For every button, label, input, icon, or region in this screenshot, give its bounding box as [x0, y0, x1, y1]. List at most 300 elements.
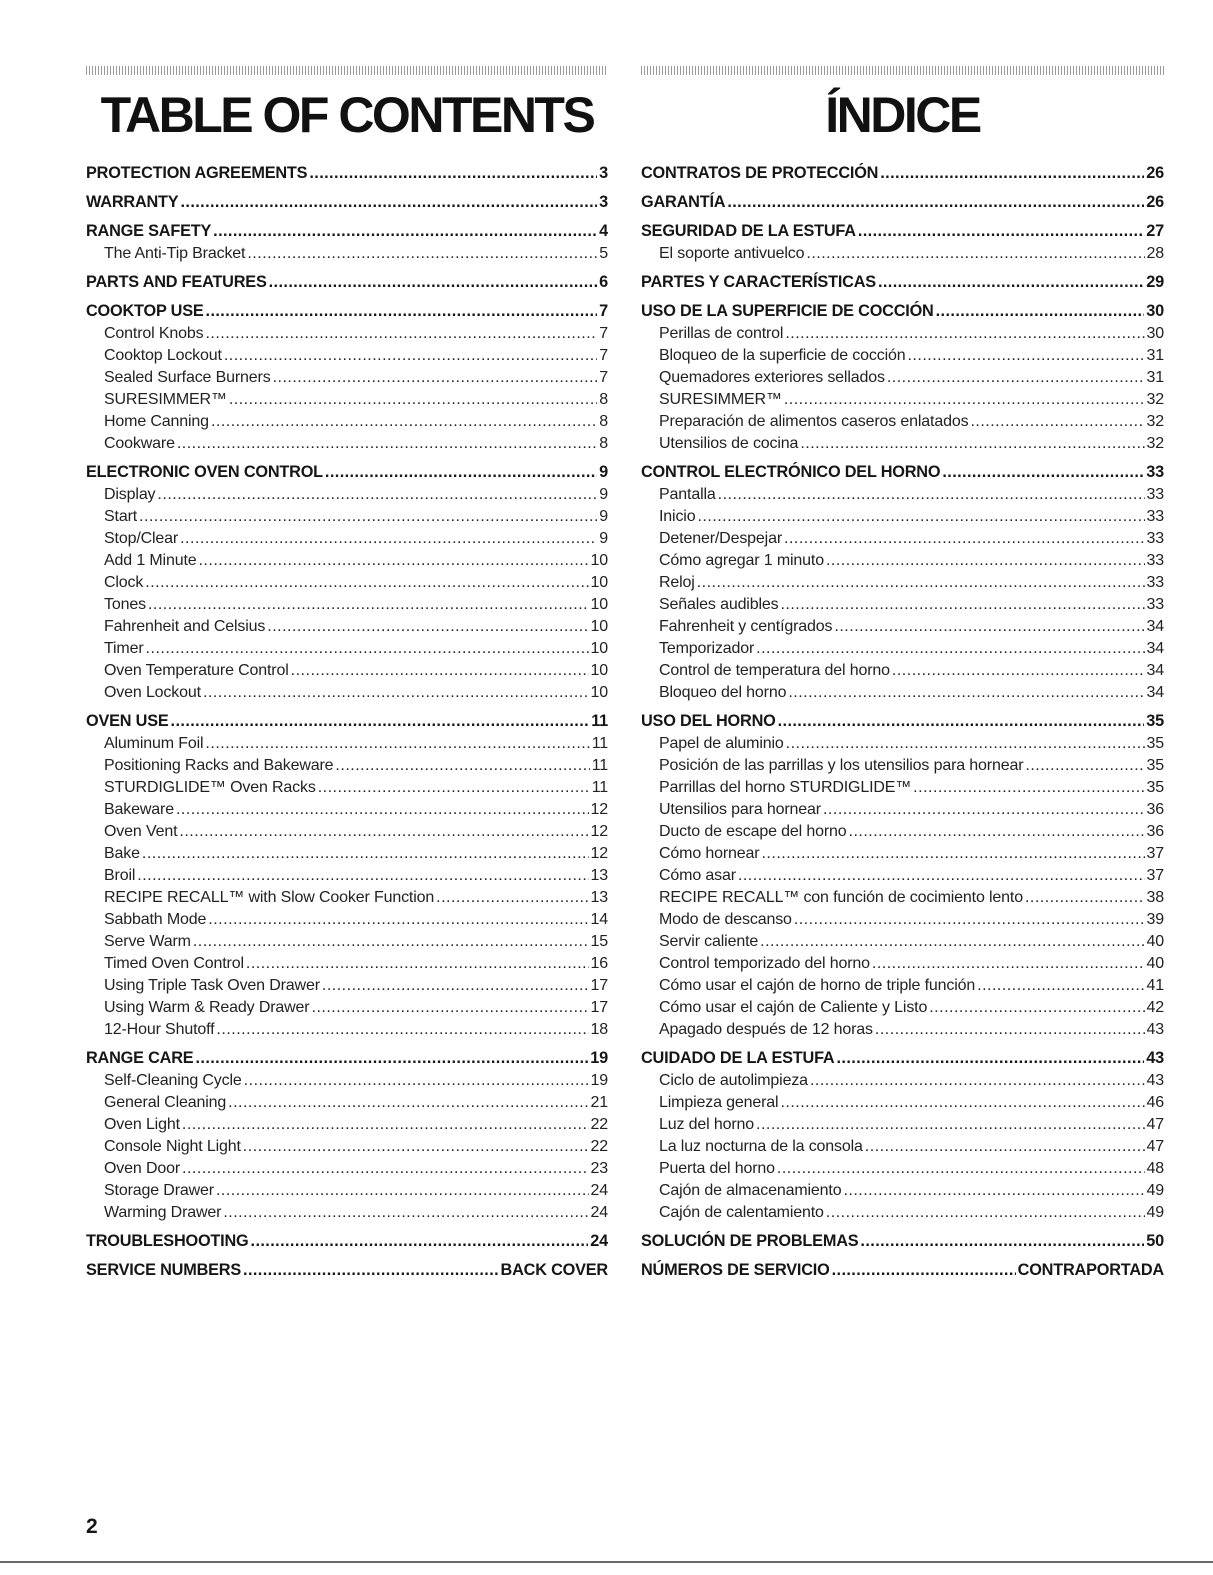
toc-subsection-entry [641, 660, 1164, 682]
dot-leader [834, 616, 1144, 638]
toc-subsection-entry [641, 821, 1164, 843]
toc-entry-label: The Anti-Tip Bracket [104, 245, 246, 262]
toc-entry-label: Console Night Light [104, 1138, 241, 1155]
dot-leader [727, 190, 1144, 214]
toc-subsection-entry [641, 1092, 1164, 1114]
toc-entry-label: Tones [104, 596, 146, 613]
header-rule [86, 66, 608, 75]
toc-entry-label: Posición de las parrillas y los utensilios para hornear [659, 757, 1024, 774]
toc-entry-page: 49 [1146, 1182, 1164, 1199]
dot-leader [880, 161, 1144, 185]
toc-entry-page: 7 [599, 325, 608, 342]
toc-entry-label: Servir caliente [659, 933, 759, 950]
dot-leader [936, 299, 1145, 323]
toc-entry-page: 9 [599, 486, 608, 503]
toc-entry-page: 24 [590, 1182, 608, 1199]
dot-leader [223, 1202, 588, 1224]
toc-entry-page: 14 [590, 911, 608, 928]
toc-subsection-entry [86, 506, 608, 528]
toc-subsection-entry [641, 733, 1164, 755]
dot-leader [211, 411, 597, 433]
toc-entry-label: Oven Door [104, 1160, 181, 1177]
dot-leader [913, 777, 1144, 799]
toc-entry-label: Utensilios para hornear [659, 801, 821, 818]
toc-entry-page: 31 [1146, 369, 1164, 386]
dot-leader [157, 484, 597, 506]
page-number: 2 [86, 1515, 98, 1538]
dot-leader [137, 865, 588, 887]
dot-leader [826, 550, 1145, 572]
toc-english-column [86, 66, 608, 1282]
toc-subsection-entry [86, 997, 608, 1019]
toc-entry-label: USO DE LA SUPERFICIE DE COCCIÓN [641, 302, 934, 320]
toc-subsection-entry [641, 550, 1164, 572]
toc-subsection-entry [641, 799, 1164, 821]
toc-subsection-entry [641, 843, 1164, 865]
toc-subsection-entry [86, 843, 608, 865]
toc-subsection-entry [86, 682, 608, 704]
toc-entry-page: 33 [1146, 530, 1164, 547]
dot-leader [810, 1070, 1145, 1092]
toc-entry-label: Using Warm & Ready Drawer [104, 999, 310, 1016]
toc-entry-label: Fahrenheit y centígrados [659, 618, 833, 635]
toc-entry-label: Señales audibles [659, 596, 779, 613]
toc-entry-page: 13 [590, 867, 608, 884]
toc-entry-page: 10 [590, 684, 608, 701]
toc-subsection-entry [641, 1158, 1164, 1180]
toc-entry-label: Broil [104, 867, 136, 884]
toc-entry-page: 4 [599, 222, 608, 240]
toc-entry-page: 12 [590, 801, 608, 818]
dot-leader [892, 660, 1145, 682]
toc-entry-page: 35 [1146, 735, 1164, 752]
toc-subsection-entry [641, 389, 1164, 411]
dot-leader [800, 433, 1144, 455]
toc-entry-page: 8 [599, 391, 608, 408]
toc-section-entry [641, 1046, 1164, 1070]
dot-leader [697, 572, 1145, 594]
toc-subsection-entry [86, 865, 608, 887]
toc-section-entry [86, 1229, 608, 1253]
toc-entry-page: 46 [1146, 1094, 1164, 1111]
dot-leader [148, 594, 589, 616]
dot-leader [738, 865, 1145, 887]
toc-entry-page: BACK COVER [500, 1261, 608, 1279]
dot-leader [176, 799, 589, 821]
toc-entry-label: Start [104, 508, 138, 525]
dot-leader [788, 682, 1144, 704]
dot-leader [878, 270, 1144, 294]
dot-leader [823, 799, 1145, 821]
toc-subsection-entry [641, 1070, 1164, 1092]
toc-entry-label: Oven Temperature Control [104, 662, 289, 679]
toc-entry-label: 12-Hour Shutoff [104, 1021, 215, 1038]
dot-leader [977, 975, 1144, 997]
toc-subsection-entry [641, 433, 1164, 455]
dot-leader [267, 616, 588, 638]
dot-leader [247, 243, 597, 265]
toc-subsection-entry [86, 550, 608, 572]
toc-subsection-entry [641, 243, 1164, 265]
dot-leader [322, 975, 589, 997]
toc-subsection-entry [86, 909, 608, 931]
dot-leader [826, 1202, 1145, 1224]
toc-entry-page: 11 [591, 735, 608, 752]
toc-entry-page: 39 [1146, 911, 1164, 928]
toc-entry-label: Oven Light [104, 1116, 180, 1133]
dot-leader [205, 323, 597, 345]
toc-section-entry [641, 190, 1164, 214]
dot-leader [335, 755, 589, 777]
toc-subsection-entry [86, 799, 608, 821]
toc-entry-page: 31 [1146, 347, 1164, 364]
dot-leader [843, 1180, 1144, 1202]
toc-subsection-entry [86, 389, 608, 411]
toc-section-entry [641, 219, 1164, 243]
toc-entry-label: PARTS AND FEATURES [86, 273, 267, 291]
toc-subsection-entry [86, 755, 608, 777]
dot-leader [832, 1258, 1016, 1282]
toc-entry-label: GARANTÍA [641, 193, 726, 211]
toc-entry-page: 40 [1146, 955, 1164, 972]
toc-section-entry [641, 270, 1164, 294]
toc-entry-label: RANGE SAFETY [86, 222, 212, 240]
toc-list-english [86, 161, 608, 1282]
toc-entry-page: 24 [590, 1232, 608, 1250]
toc-subsection-entry [641, 367, 1164, 389]
toc-entry-label: Cómo asar [659, 867, 736, 884]
toc-subsection-entry [641, 953, 1164, 975]
dot-leader [780, 1092, 1144, 1114]
toc-entry-label: Pantalla [659, 486, 716, 503]
toc-entry-label: Detener/Despejar [659, 530, 782, 547]
toc-entry-page: 7 [599, 302, 608, 320]
toc-entry-label: Warming Drawer [104, 1204, 222, 1221]
toc-entry-label: CONTRATOS DE PROTECCIÓN [641, 164, 879, 182]
toc-entry-label: Ducto de escape del horno [659, 823, 847, 840]
toc-entry-label: Bakeware [104, 801, 174, 818]
dot-leader [325, 460, 597, 484]
toc-subsection-entry [86, 1136, 608, 1158]
toc-entry-page: 7 [599, 369, 608, 386]
toc-entry-page: 26 [1146, 193, 1164, 211]
dot-leader [875, 1019, 1145, 1041]
toc-subsection-entry [86, 1019, 608, 1041]
toc-entry-label: Sealed Surface Burners [104, 369, 271, 386]
toc-entry-page: 17 [590, 999, 608, 1016]
dot-leader [837, 1046, 1145, 1070]
toc-subsection-entry [86, 821, 608, 843]
dot-leader [697, 506, 1144, 528]
toc-section-entry [86, 1258, 608, 1282]
toc-entry-label: SURESIMMER™ [104, 391, 227, 408]
toc-entry-page: 33 [1146, 463, 1164, 481]
toc-entry-label: Cómo usar el cajón de Caliente y Listo [659, 999, 928, 1016]
toc-subsection-entry [86, 660, 608, 682]
toc-entry-label: Perillas de control [659, 325, 784, 342]
toc-entry-label: Utensilios de cocina [659, 435, 799, 452]
toc-entry-page: 33 [1146, 486, 1164, 503]
toc-subsection-entry [641, 528, 1164, 550]
toc-entry-page: 38 [1146, 889, 1164, 906]
dot-leader [794, 909, 1145, 931]
toc-entry-page: 47 [1146, 1138, 1164, 1155]
toc-entry-label: Limpieza general [659, 1094, 779, 1111]
toc-entry-label: Parrillas del horno STURDIGLIDE™ [659, 779, 912, 796]
toc-section-entry [86, 161, 608, 185]
toc-subsection-entry [86, 975, 608, 997]
toc-entry-page: 28 [1146, 245, 1164, 262]
toc-subsection-entry [86, 411, 608, 433]
toc-entry-label: Reloj [659, 574, 695, 591]
dot-leader [224, 345, 597, 367]
toc-subsection-entry [641, 323, 1164, 345]
toc-subsection-entry [641, 1202, 1164, 1224]
toc-entry-page: 10 [590, 640, 608, 657]
toc-entry-page: 32 [1146, 435, 1164, 452]
dot-leader [195, 1046, 588, 1070]
toc-entry-label: Aluminum Foil [104, 735, 204, 752]
toc-subsection-entry [641, 777, 1164, 799]
page-title-spanish: ÍNDICE [825, 87, 980, 143]
toc-section-entry [641, 299, 1164, 323]
dot-leader [177, 433, 597, 455]
toc-subsection-entry [86, 572, 608, 594]
toc-entry-page: 18 [590, 1021, 608, 1038]
toc-subsection-entry [641, 997, 1164, 1019]
toc-entry-label: Preparación de alimentos caseros enlatados [659, 413, 969, 430]
dot-leader [291, 660, 589, 682]
toc-entry-page: 7 [599, 347, 608, 364]
toc-entry-label: Positioning Racks and Bakeware [104, 757, 334, 774]
toc-subsection-entry [86, 1092, 608, 1114]
toc-entry-page: 36 [1146, 823, 1164, 840]
toc-entry-label: CONTROL ELECTRÓNICO DEL HORNO [641, 463, 941, 481]
toc-section-entry [86, 1046, 608, 1070]
toc-entry-page: 8 [599, 413, 608, 430]
toc-entry-page: 9 [599, 530, 608, 547]
toc-subsection-entry [86, 1180, 608, 1202]
toc-section-entry [641, 709, 1164, 733]
toc-entry-label: RANGE CARE [86, 1049, 194, 1067]
toc-entry-label: STURDIGLIDE™ Oven Racks [104, 779, 316, 796]
toc-subsection-entry [86, 345, 608, 367]
dot-leader [849, 821, 1145, 843]
toc-entry-page: 33 [1146, 596, 1164, 613]
dot-leader [182, 1114, 589, 1136]
dot-leader [146, 638, 589, 660]
dot-leader [273, 367, 598, 389]
dot-leader [145, 572, 588, 594]
toc-entry-label: TROUBLESHOOTING [86, 1232, 249, 1250]
dot-leader [929, 997, 1144, 1019]
dot-leader [193, 931, 589, 953]
toc-entry-label: Cajón de almacenamiento [659, 1182, 842, 1199]
dot-leader [1025, 755, 1144, 777]
dot-leader [865, 1136, 1145, 1158]
bottom-rule [0, 1561, 1213, 1563]
dot-leader [180, 190, 597, 214]
toc-entry-label: Display [104, 486, 156, 503]
toc-entry-page: 3 [599, 193, 608, 211]
toc-entry-page: 34 [1146, 640, 1164, 657]
toc-entry-page: 17 [590, 977, 608, 994]
toc-entry-label: Modo de descanso [659, 911, 792, 928]
page-title-english: TABLE OF CONTENTS [100, 87, 594, 143]
dot-leader [213, 219, 597, 243]
toc-subsection-entry [641, 484, 1164, 506]
toc-entry-label: Ciclo de autolimpieza [659, 1072, 808, 1089]
toc-entry-label: WARRANTY [86, 193, 179, 211]
toc-entry-page: 10 [590, 552, 608, 569]
dot-leader [756, 638, 1144, 660]
dot-leader [139, 506, 597, 528]
toc-entry-label: USO DEL HORNO [641, 712, 776, 730]
toc-entry-page: 42 [1146, 999, 1164, 1016]
dot-leader [942, 460, 1144, 484]
dot-leader [198, 550, 588, 572]
toc-section-entry [86, 270, 608, 294]
toc-entry-page: 22 [590, 1116, 608, 1133]
toc-entry-page: 49 [1146, 1204, 1164, 1221]
toc-entry-page: 34 [1146, 684, 1164, 701]
toc-entry-label: Add 1 Minute [104, 552, 197, 569]
dot-leader [860, 1229, 1144, 1253]
toc-subsection-entry [641, 931, 1164, 953]
toc-entry-page: 19 [590, 1072, 608, 1089]
toc-subsection-entry [86, 887, 608, 909]
dot-leader [887, 367, 1145, 389]
toc-section-entry [641, 161, 1164, 185]
toc-entry-page: 9 [599, 463, 608, 481]
toc-entry-page: 9 [599, 508, 608, 525]
toc-entry-label: Home Canning [104, 413, 209, 430]
dot-leader [907, 345, 1144, 367]
toc-subsection-entry [86, 953, 608, 975]
dot-leader [203, 682, 589, 704]
toc-entry-page: 3 [599, 164, 608, 182]
toc-entry-label: Quemadores exteriores sellados [659, 369, 885, 386]
toc-subsection-entry [86, 1070, 608, 1092]
toc-entry-label: Cómo agregar 1 minuto [659, 552, 824, 569]
toc-entry-label: Timed Oven Control [104, 955, 244, 972]
toc-entry-label: Control de temperatura del horno [659, 662, 890, 679]
toc-entry-label: General Cleaning [104, 1094, 227, 1111]
dot-leader [229, 389, 597, 411]
toc-subsection-entry [641, 616, 1164, 638]
toc-subsection-entry [641, 411, 1164, 433]
dot-leader [718, 484, 1145, 506]
dot-leader [216, 1180, 589, 1202]
toc-subsection-entry [641, 755, 1164, 777]
toc-entry-label: NÚMEROS DE SERVICIO [641, 1261, 830, 1279]
toc-entry-label: SOLUCIÓN DE PROBLEMAS [641, 1232, 859, 1250]
toc-entry-page: 12 [590, 823, 608, 840]
dot-leader [244, 1070, 589, 1092]
toc-entry-label: PARTES Y CARACTERÍSTICAS [641, 273, 876, 291]
toc-entry-page: 36 [1146, 801, 1164, 818]
toc-entry-page: 48 [1146, 1160, 1164, 1177]
toc-subsection-entry [86, 528, 608, 550]
toc-entry-label: Bloqueo del horno [659, 684, 787, 701]
dot-leader [436, 887, 588, 909]
toc-subsection-entry [641, 1180, 1164, 1202]
dot-leader [171, 709, 590, 733]
toc-entry-label: Papel de aluminio [659, 735, 784, 752]
toc-entry-page: 12 [590, 845, 608, 862]
toc-entry-label: Cómo usar el cajón de horno de triple función [659, 977, 976, 994]
toc-entry-page: 43 [1146, 1072, 1164, 1089]
toc-entry-label: Using Triple Task Oven Drawer [104, 977, 320, 994]
toc-entry-label: RECIPE RECALL™ with Slow Cooker Function [104, 889, 435, 906]
toc-entry-label: Fahrenheit and Celsius [104, 618, 266, 635]
toc-entry-page: 19 [590, 1049, 608, 1067]
header-rule [641, 66, 1164, 75]
toc-subsection-entry [86, 1158, 608, 1180]
dot-leader [780, 594, 1144, 616]
toc-entry-page: 35 [1146, 779, 1164, 796]
toc-subsection-entry [86, 1114, 608, 1136]
toc-entry-label: Bloqueo de la superficie de cocción [659, 347, 906, 364]
toc-subsection-entry [641, 975, 1164, 997]
toc-entry-label: Cómo hornear [659, 845, 760, 862]
toc-entry-label: Serve Warm [104, 933, 191, 950]
toc-entry-page: 8 [599, 435, 608, 452]
toc-subsection-entry [86, 733, 608, 755]
toc-entry-page: 33 [1146, 552, 1164, 569]
dot-leader [208, 909, 588, 931]
toc-subsection-entry [86, 484, 608, 506]
toc-subsection-entry [641, 1114, 1164, 1136]
toc-entry-page: 16 [590, 955, 608, 972]
toc-entry-page: 30 [1146, 325, 1164, 342]
toc-entry-label: Apagado después de 12 horas [659, 1021, 873, 1038]
toc-entry-label: OVEN USE [86, 712, 169, 730]
toc-list-spanish [641, 161, 1164, 1282]
toc-subsection-entry [86, 931, 608, 953]
toc-entry-page: 10 [590, 618, 608, 635]
dot-leader [756, 1114, 1144, 1136]
toc-subsection-entry [86, 616, 608, 638]
toc-entry-page: 10 [590, 596, 608, 613]
toc-entry-label: PROTECTION AGREEMENTS [86, 164, 308, 182]
toc-entry-page: 11 [591, 757, 608, 774]
dot-leader [777, 1158, 1145, 1180]
dot-leader [858, 219, 1144, 243]
toc-entry-label: Clock [104, 574, 144, 591]
toc-entry-label: Luz del horno [659, 1116, 755, 1133]
dot-leader [243, 1258, 499, 1282]
toc-entry-label: Temporizador [659, 640, 755, 657]
toc-subsection-entry [641, 865, 1164, 887]
toc-subsection-entry [641, 638, 1164, 660]
toc-entry-page: 24 [590, 1204, 608, 1221]
dot-leader [309, 161, 597, 185]
toc-entry-label: El soporte antivuelco [659, 245, 805, 262]
toc-subsection-entry [641, 345, 1164, 367]
toc-subsection-entry [86, 323, 608, 345]
toc-subsection-entry [641, 887, 1164, 909]
toc-subsection-entry [641, 682, 1164, 704]
dot-leader [806, 243, 1144, 265]
toc-entry-page: 13 [590, 889, 608, 906]
toc-entry-page: 21 [590, 1094, 608, 1111]
toc-entry-label: SURESIMMER™ [659, 391, 782, 408]
toc-subsection-entry [641, 909, 1164, 931]
toc-entry-page: 22 [590, 1138, 608, 1155]
toc-subsection-entry [86, 1202, 608, 1224]
toc-entry-page: 37 [1146, 867, 1164, 884]
